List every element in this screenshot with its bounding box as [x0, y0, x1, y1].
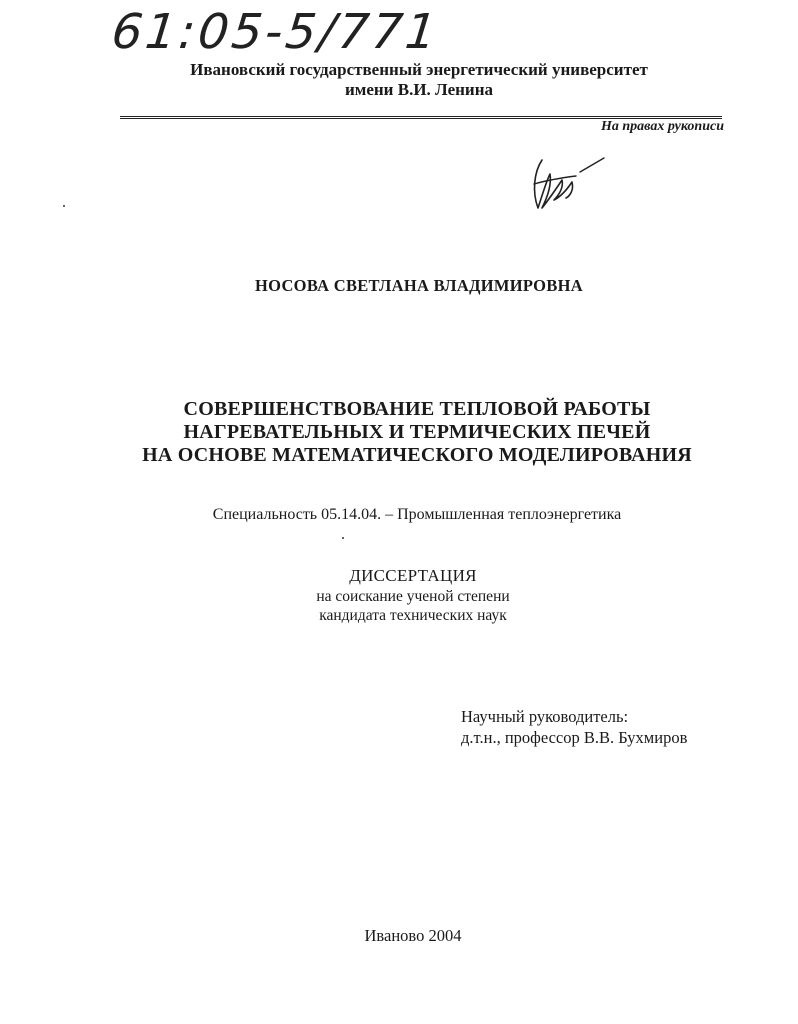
specialty: Специальность 05.14.04. – Промышленная теплоэнергетика	[212, 506, 622, 523]
header-rule-top	[120, 116, 722, 117]
supervisor-label: Научный руководитель:	[461, 707, 629, 726]
supervisor-name: д.т.н., профессор В.В. Бухмиров	[461, 728, 688, 747]
thesis-type: ДИССЕРТАЦИЯ	[349, 566, 477, 585]
university-header	[20, 60, 798, 100]
archive-number: 61:05-5/771	[109, 4, 442, 60]
thesis-title	[18, 398, 798, 467]
scan-speck	[63, 205, 65, 207]
university-name: Ивановский государственный энергетический университет	[190, 60, 648, 79]
city-year: Иваново 2004	[364, 926, 462, 945]
thesis-degree-line: кандидата технических наук	[319, 607, 507, 624]
signature	[524, 152, 614, 219]
author-name: НОСОВА СВЕТЛАНА ВЛАДИМИРОВНА	[255, 276, 583, 295]
manuscript-note: На правах рукописи	[601, 119, 724, 134]
scan-speck	[342, 537, 344, 539]
thesis-title-line: СОВЕРШЕНСТВОВАНИЕ ТЕПЛОВОЙ РАБОТЫ	[183, 398, 651, 420]
thesis-degree-line: на соискание ученой степени	[316, 588, 510, 605]
supervisor-block	[461, 706, 687, 748]
thesis-title-line: НА ОСНОВЕ МАТЕМАТИЧЕСКОГО МОДЕЛИРОВАНИЯ	[142, 444, 692, 466]
university-dedication: имени В.И. Ленина	[344, 80, 494, 99]
thesis-degree	[14, 587, 798, 625]
thesis-title-line: НАГРЕВАТЕЛЬНЫХ И ТЕРМИЧЕСКИХ ПЕЧЕЙ	[183, 421, 651, 443]
